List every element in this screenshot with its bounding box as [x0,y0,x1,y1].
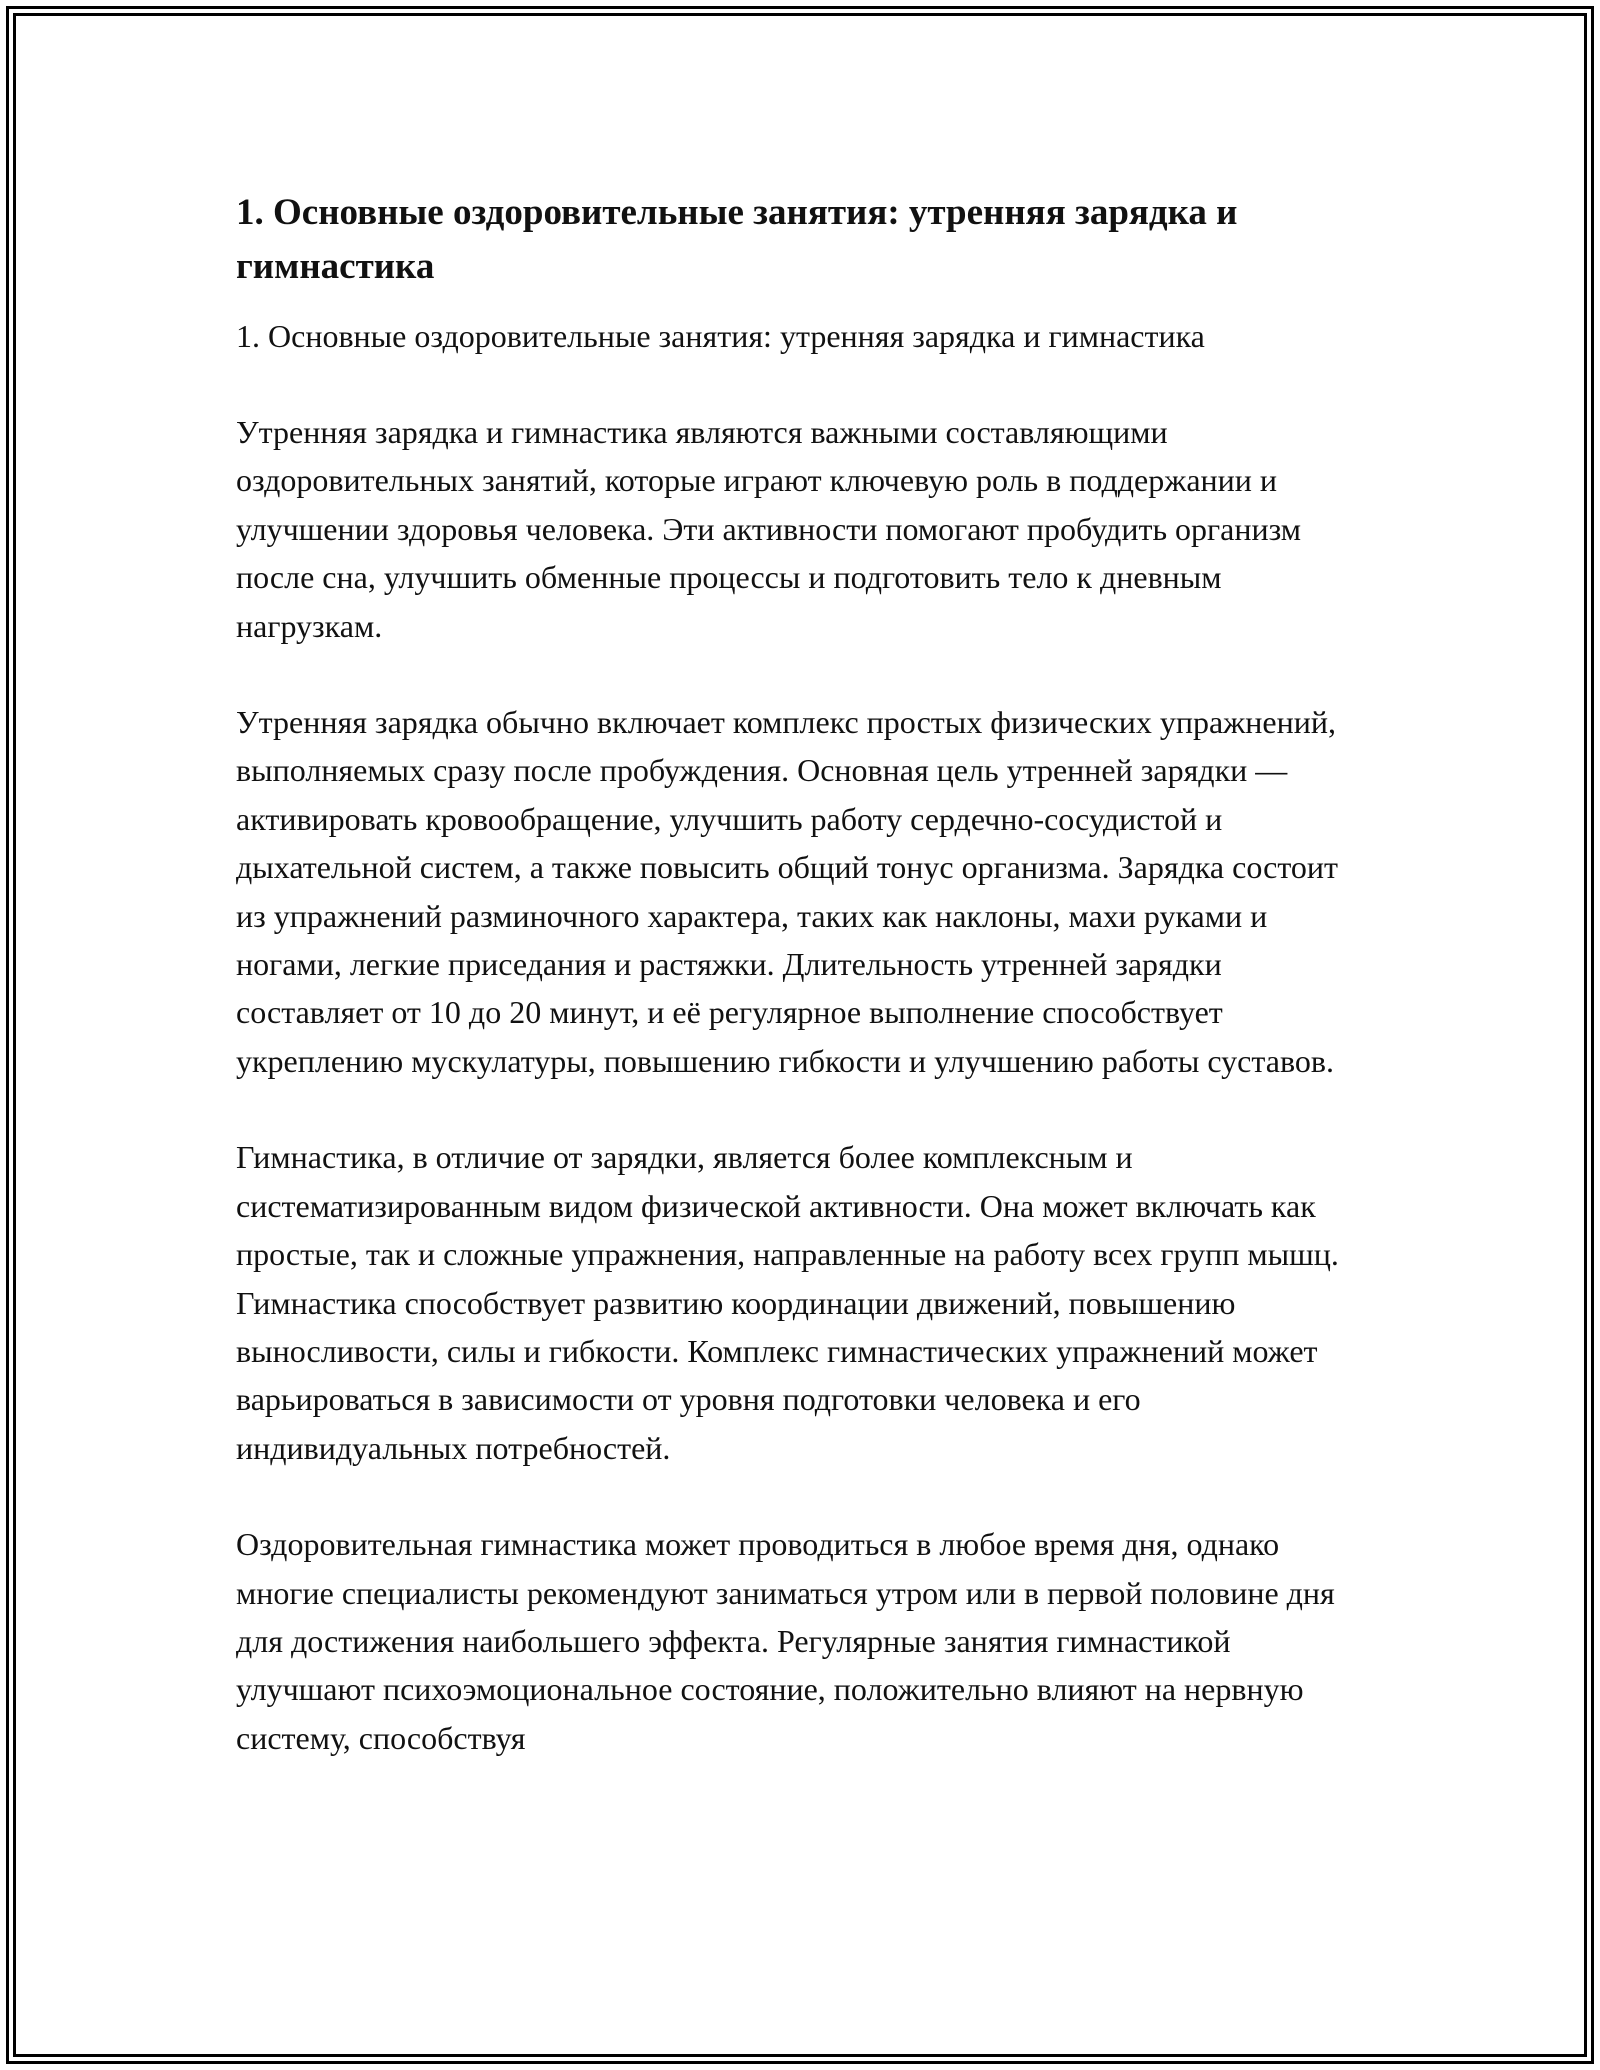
section-subheading: 1. Основные оздоровительные занятия: утренняя зарядка и гимнастика [236,318,1205,354]
document-page [236,186,1361,1762]
section-heading: 1. Основные оздоровительные занятия: утренняя зарядка и гимнастика [236,192,1238,287]
paragraph-1: Утренняя зарядка и гимнастика являются важными составляющими оздоровительных занятий, которые играют ключевую роль в поддержании и улучшении здоровья человека. Эти активности помогают пробудить организм после сна, улучшить обменные процессы и подготовить тело к дневным нагрузкам. [236,414,1302,644]
paragraph-2: Утренняя зарядка обычно включает комплекс простых физических упражнений, выполняемых сразу после пробуждения. Основная цель утренней зарядки — активировать кровообращение, улучшить работу сердечно-сосудистой и дыхательной систем, а также повысить общий тонус организма. Зарядка состоит из упражнений разминочного характера, таких как наклоны, махи руками и ногами, легкие приседания и растяжки. Длительность утренней зарядки составляет от 10 до 20 минут, и её регулярное выполнение способствует укреплению мускулатуры, повышению гибкости и улучшению работы суставов. [236,704,1338,1079]
paragraph-4: Оздоровительная гимнастика может проводиться в любое время дня, однако многие специалисты рекомендуют заниматься утром или в первой половине дня для достижения наибольшего эффекта. Регулярные занятия гимнастикой улучшают психоэмоциональное состояние, положительно влияют на нервную систему, способствуя [236,1526,1335,1756]
paragraph-3: Гимнастика, в отличие от зарядки, является более комплексным и систематизированным видом физической активности. Она может включать как простые, так и сложные упражнения, направленные на работу всех групп мышц. Гимнастика способствует развитию координации движений, повышению выносливости, силы и гибкости. Комплекс гимнастических упражнений может варьироваться в зависимости от уровня подготовки человека и его индивидуальных потребностей. [236,1139,1339,1466]
